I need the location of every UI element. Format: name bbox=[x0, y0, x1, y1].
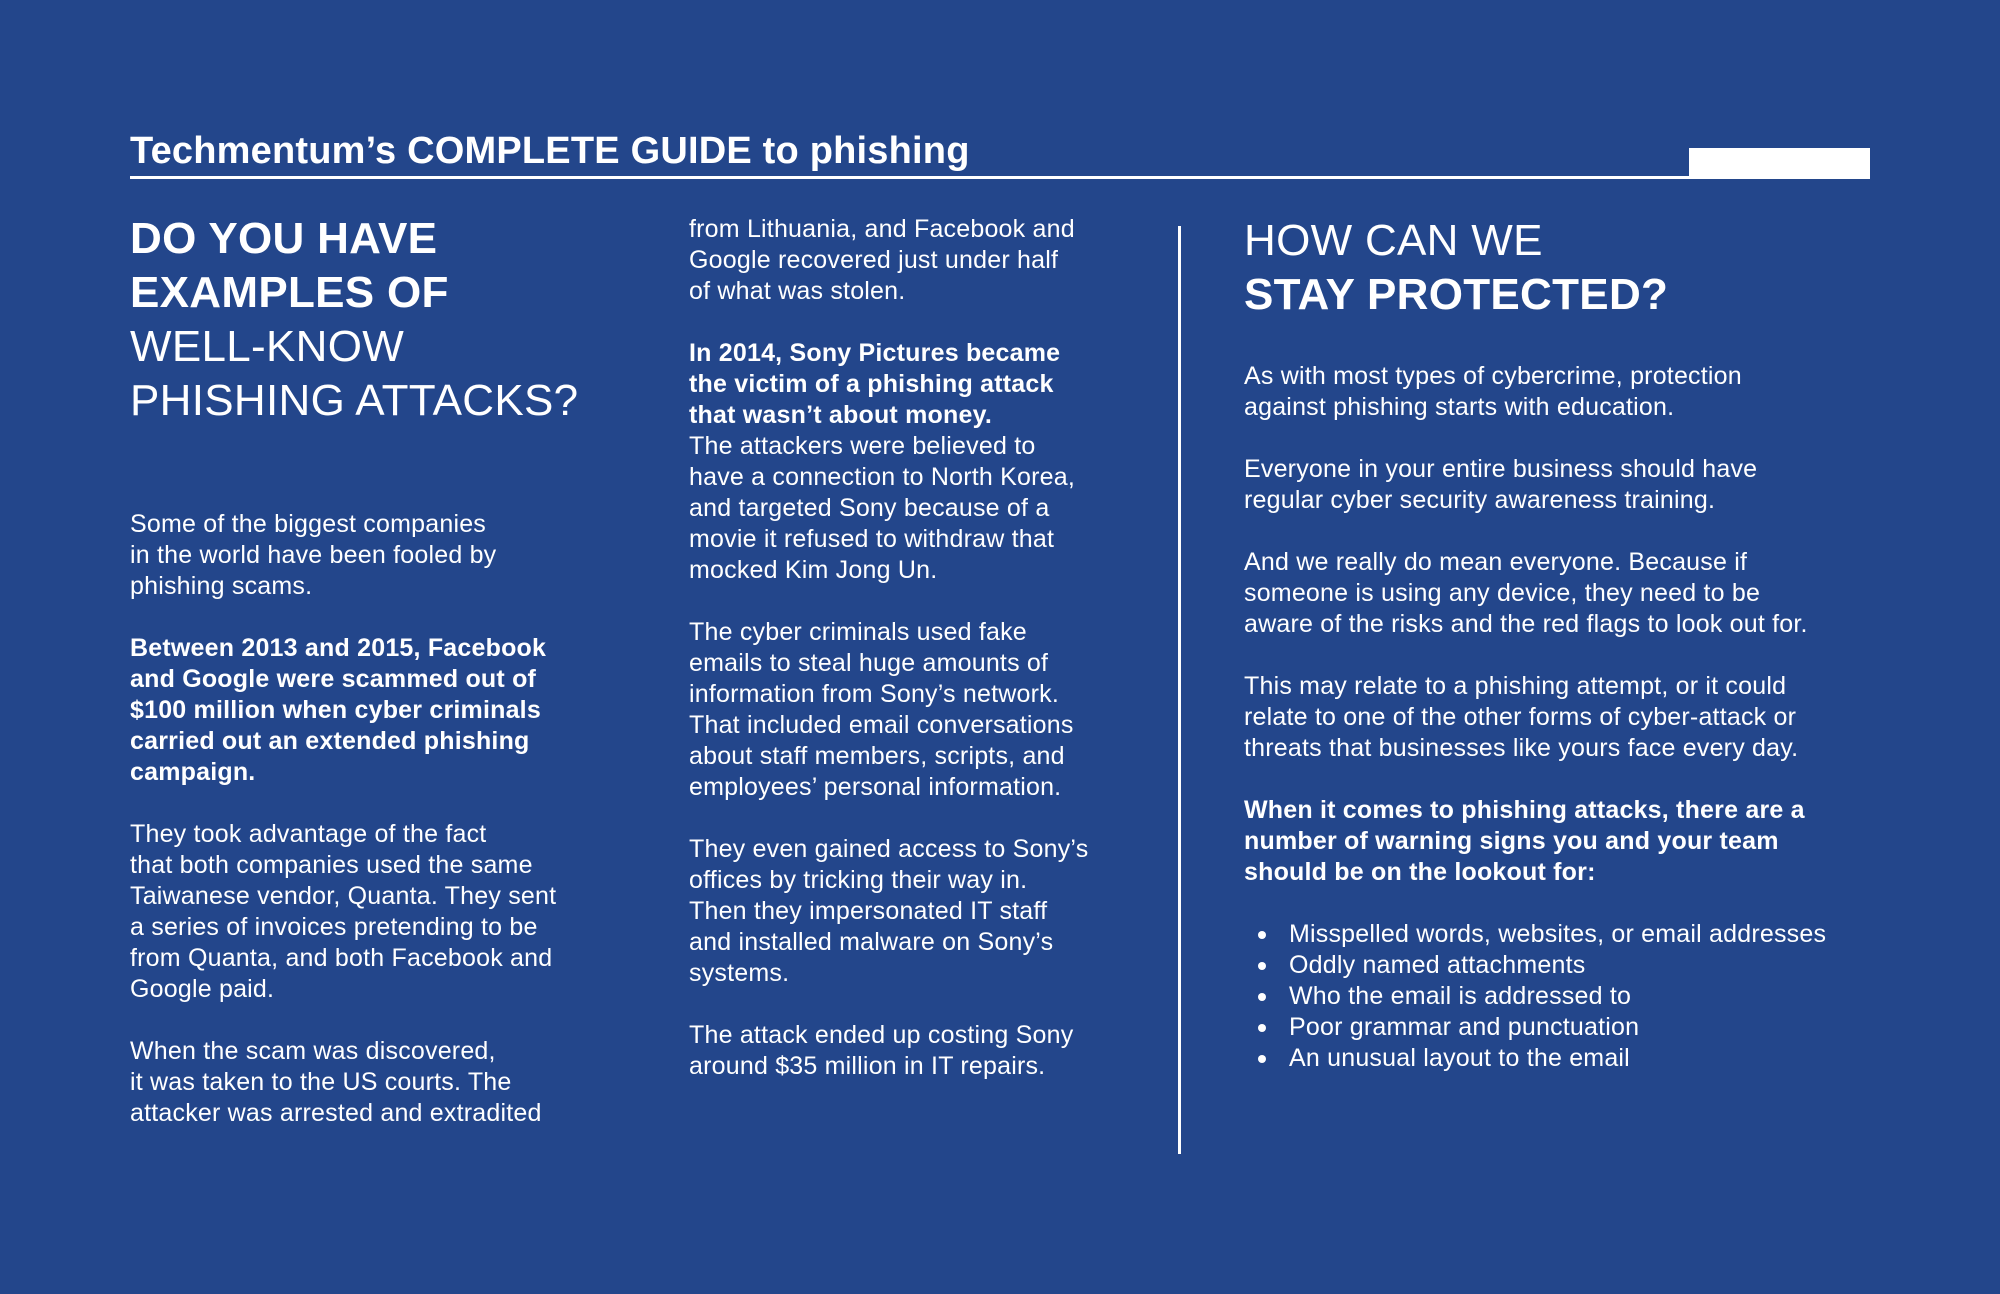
middle-paragraph-1: from Lithuania, and Facebook and Google recovered just under half of what was stolen. bbox=[689, 215, 1075, 305]
right-column bbox=[1244, 214, 1884, 1074]
list-item bbox=[1244, 919, 1884, 950]
left-heading-line-1: DO YOU HAVE bbox=[130, 214, 438, 263]
right-paragraph-3: And we really do mean everyone. Because if someone is using any device, they need to be aware of the risks and the red flags to look out for. bbox=[1244, 548, 1808, 638]
title-underline bbox=[130, 176, 1690, 179]
right-paragraph-4: This may relate to a phishing attempt, or it could relate to one of the other forms of cyber-attack or threats that businesses like yours face every day. bbox=[1244, 672, 1799, 762]
title-accent-block bbox=[1689, 148, 1870, 179]
list-item-text: Who the email is addressed to bbox=[1289, 982, 1632, 1010]
right-section-heading bbox=[1244, 214, 1884, 322]
middle-paragraph-5: The attack ended up costing Sony around $35 million in IT repairs. bbox=[689, 1021, 1074, 1080]
list-item-text: Oddly named attachments bbox=[1289, 951, 1586, 979]
middle-paragraph-4: They even gained access to Sony’s offices by tricking their way in. Then they impersonated IT staff and installed malware on Sony’s systems. bbox=[689, 835, 1089, 987]
middle-column bbox=[689, 214, 1159, 1113]
left-paragraph-4: When the scam was discovered, it was taken to the US courts. The attacker was arrested and extradited bbox=[130, 1037, 542, 1127]
left-heading-line-3: WELL-KNOW bbox=[130, 322, 405, 371]
list-item-text: Poor grammar and punctuation bbox=[1289, 1013, 1640, 1041]
middle-paragraph-2 bbox=[689, 338, 1159, 586]
column-divider bbox=[1178, 226, 1181, 1154]
left-paragraph-3: They took advantage of the fact that both companies used the same Taiwanese vendor, Quanta. They sent a series of invoices pretending to be from Quanta, and both Facebook and Google paid. bbox=[130, 820, 557, 1003]
left-section-heading bbox=[130, 212, 610, 428]
warning-signs-list bbox=[1244, 919, 1884, 1074]
list-item-text: An unusual layout to the email bbox=[1289, 1044, 1630, 1072]
list-item-text: Misspelled words, websites, or email addresses bbox=[1289, 920, 1827, 948]
left-heading-line-4: PHISHING ATTACKS? bbox=[130, 376, 579, 425]
list-item bbox=[1244, 1043, 1884, 1074]
right-heading-line-2: STAY PROTECTED? bbox=[1244, 270, 1669, 319]
bullet-icon bbox=[1258, 962, 1266, 970]
middle-paragraph-3: The cyber criminals used fake emails to steal huge amounts of information from Sony’s network. That included email conversations about staff members, scripts, and employees’ personal information. bbox=[689, 618, 1074, 801]
bullet-icon bbox=[1258, 1055, 1266, 1063]
middle-paragraph-2-lead: In 2014, Sony Pictures became the victim of a phishing attack that wasn’t about money. bbox=[689, 339, 1061, 429]
bullet-icon bbox=[1258, 1024, 1266, 1032]
right-heading-line-1: HOW CAN WE bbox=[1244, 216, 1543, 265]
right-paragraph-1: As with most types of cybercrime, protection against phishing starts with education. bbox=[1244, 362, 1742, 421]
right-paragraph-2: Everyone in your entire business should have regular cyber security awareness training. bbox=[1244, 455, 1758, 514]
list-item bbox=[1244, 950, 1884, 981]
left-column bbox=[130, 212, 610, 1160]
list-item bbox=[1244, 1012, 1884, 1043]
bullet-icon bbox=[1258, 993, 1266, 1001]
middle-paragraph-2-body: The attackers were believed to have a connection to North Korea, and targeted Sony because of a movie it refused to withdraw that mocked Kim Jong Un. bbox=[689, 432, 1076, 584]
right-paragraph-5: When it comes to phishing attacks, there are a number of warning signs you and your team should be on the lookout for: bbox=[1244, 796, 1805, 886]
bullet-icon bbox=[1258, 931, 1266, 939]
left-paragraph-1: Some of the biggest companies in the world have been fooled by phishing scams. bbox=[130, 510, 497, 600]
left-paragraph-2: Between 2013 and 2015, Facebook and Google were scammed out of $100 million when cyber criminals carried out an extended phishing campaign. bbox=[130, 634, 547, 786]
page-title: Techmentum’s COMPLETE GUIDE to phishing bbox=[130, 130, 970, 172]
list-item bbox=[1244, 981, 1884, 1012]
left-heading-line-2: EXAMPLES OF bbox=[130, 268, 449, 317]
